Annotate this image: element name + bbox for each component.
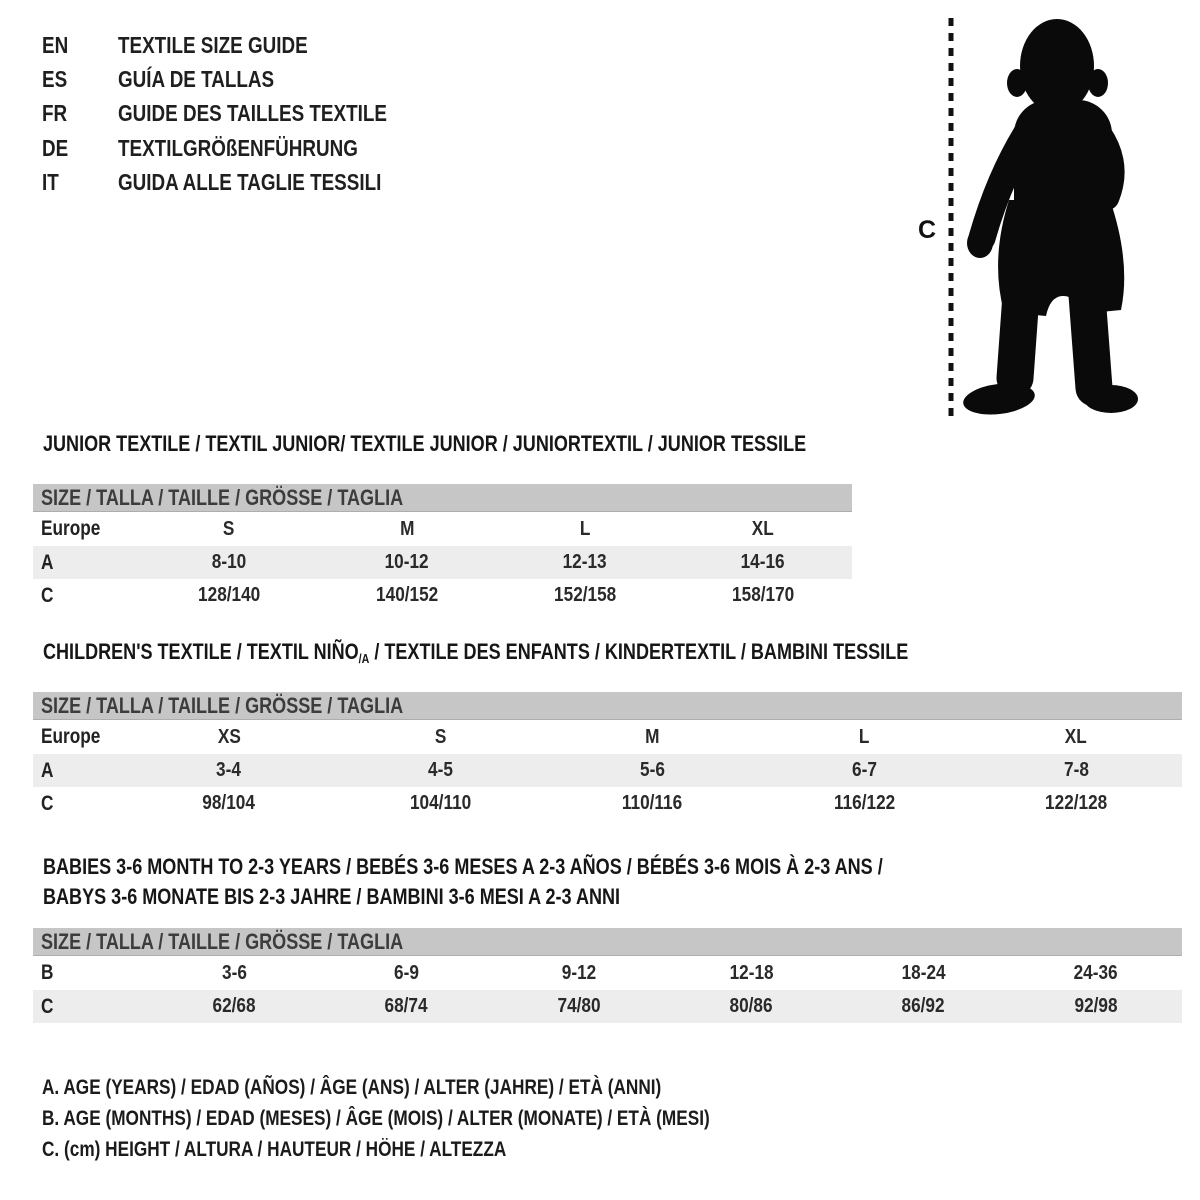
table-cell: 4-5 — [428, 759, 454, 781]
table-cell: 5-6 — [640, 759, 665, 781]
language-title: GUIDE DES TAILLES TEXTILE — [118, 100, 387, 126]
row-label: Europe — [41, 517, 101, 540]
table-cell: 98/104 — [202, 792, 256, 814]
size-figure — [900, 0, 1200, 430]
table-cell: 80/86 — [729, 995, 773, 1017]
table-cell: 12-13 — [563, 551, 607, 573]
babies-size-table — [33, 928, 1182, 1023]
table-row-age — [33, 546, 852, 579]
language-code: FR — [42, 100, 68, 126]
table-cell: 128/140 — [197, 584, 261, 606]
table-cell: 116/122 — [833, 792, 895, 814]
table-cell: 7-8 — [1063, 759, 1089, 781]
row-label: B — [41, 961, 54, 984]
table-row-height — [33, 990, 1182, 1023]
table-cell: 3-6 — [221, 962, 247, 984]
language-row-es — [42, 67, 308, 91]
table-cell: 68/74 — [384, 995, 429, 1017]
row-label: C — [41, 584, 54, 607]
table-cell: 8-10 — [211, 551, 247, 573]
table-cell: S — [223, 518, 235, 540]
table-row-height — [33, 579, 852, 612]
language-row-it — [42, 170, 439, 194]
table-cell: 10-12 — [385, 551, 429, 573]
junior-size-table — [33, 484, 852, 612]
height-measure-label: C — [918, 216, 937, 244]
table-cell: 74/80 — [557, 995, 601, 1017]
table-cell: 122/128 — [1044, 792, 1108, 814]
section-title-babies: BABIES 3-6 MONTH TO 2-3 YEARS / BEBÉS 3-6 MESES A 2-3 AÑOS / BÉBÉS 3-6 MOIS À 2-3 ANS / BABYS 3-6 MONATE BIS 2-3 JAHRE / BAMBINI 3-6 MESI A 2-3 ANNI — [43, 854, 883, 909]
table-cell: 18-24 — [901, 962, 946, 984]
table-cell: L — [579, 518, 591, 540]
language-code: IT — [42, 169, 59, 195]
table-size-header: SIZE / TALLA / TAILLE / GRÖSSE / TAGLIA — [33, 484, 852, 512]
children-size-table — [33, 692, 1182, 820]
table-cell: S — [434, 726, 447, 748]
table-cell: 158/170 — [731, 584, 795, 606]
table-size-header: SIZE / TALLA / TAILLE / GRÖSSE / TAGLIA — [33, 692, 1182, 720]
table-cell: 6-7 — [851, 759, 877, 781]
row-label: C — [41, 792, 54, 815]
legend-line-a: A. AGE (YEARS) / EDAD (AÑOS) / ÂGE (ANS) / ALTER (JAHRE) / ETÀ (ANNI) — [42, 1076, 662, 1099]
table-cell: 6-9 — [394, 962, 419, 984]
language-title: TEXTILE SIZE GUIDE — [118, 32, 308, 58]
table-cell: M — [399, 518, 415, 540]
row-label: C — [41, 995, 54, 1018]
language-row-fr — [42, 101, 446, 125]
table-cell: 86/92 — [901, 995, 946, 1017]
language-title: GUÍA DE TALLAS — [118, 66, 275, 92]
table-row-age — [33, 754, 1182, 787]
table-cell: 140/152 — [375, 584, 439, 606]
baby-silhouette — [961, 19, 1138, 418]
section-title-children: CHILDREN'S TEXTILE / TEXTIL $NIÑO_{/A}$ / TEXTILE DES ENFANTS / KINDERTEXTIL / BAMBINI TESSILE — [43, 639, 909, 666]
table-cell: 9-12 — [561, 962, 597, 984]
table-row-height — [33, 787, 1182, 820]
table-cell: XL — [1065, 726, 1088, 748]
legend-line-c: C. (cm) HEIGHT / ALTURA / HAUTEUR / HÖHE / ALTEZZA — [42, 1138, 507, 1161]
language-code: EN — [42, 32, 69, 58]
row-label: A — [41, 551, 54, 574]
table-cell: 3-4 — [216, 759, 242, 781]
row-label: Europe — [41, 725, 101, 748]
language-code: DE — [42, 135, 69, 161]
table-cell: M — [645, 726, 660, 748]
table-cell: 92/98 — [1074, 995, 1118, 1017]
table-row-europe — [33, 720, 1182, 754]
table-cell: 62/68 — [212, 995, 256, 1017]
language-row-en — [42, 33, 349, 57]
table-row-months — [33, 956, 1182, 990]
table-cell: 104/110 — [410, 792, 472, 814]
language-row-de — [42, 136, 411, 160]
section-title-junior: JUNIOR TEXTILE / TEXTIL JUNIOR/ TEXTILE JUNIOR / JUNIORTEXTIL / JUNIOR TESSILE — [43, 431, 807, 456]
table-size-header: SIZE / TALLA / TAILLE / GRÖSSE / TAGLIA — [33, 928, 1182, 956]
table-cell: 24-36 — [1073, 962, 1118, 984]
table-cell: 152/158 — [553, 584, 617, 606]
language-title: TEXTILGRÖßENFÜHRUNG — [118, 135, 358, 161]
table-cell: 110/116 — [622, 792, 683, 814]
language-code: ES — [42, 66, 68, 92]
row-label: A — [41, 759, 54, 782]
legend-line-b: B. AGE (MONTHS) / EDAD (MESES) / ÂGE (MOIS) / ALTER (MONATE) / ETÀ (MESI) — [42, 1107, 710, 1130]
table-cell: XS — [217, 726, 241, 748]
language-title: GUIDA ALLE TAGLIE TESSILI — [118, 169, 382, 195]
table-cell: 14-16 — [741, 551, 785, 573]
table-cell: XL — [752, 518, 774, 540]
table-cell: L — [859, 726, 870, 748]
table-cell: 12-18 — [729, 962, 774, 984]
baby-silhouette-image — [900, 0, 1200, 430]
table-row-europe — [33, 512, 852, 546]
